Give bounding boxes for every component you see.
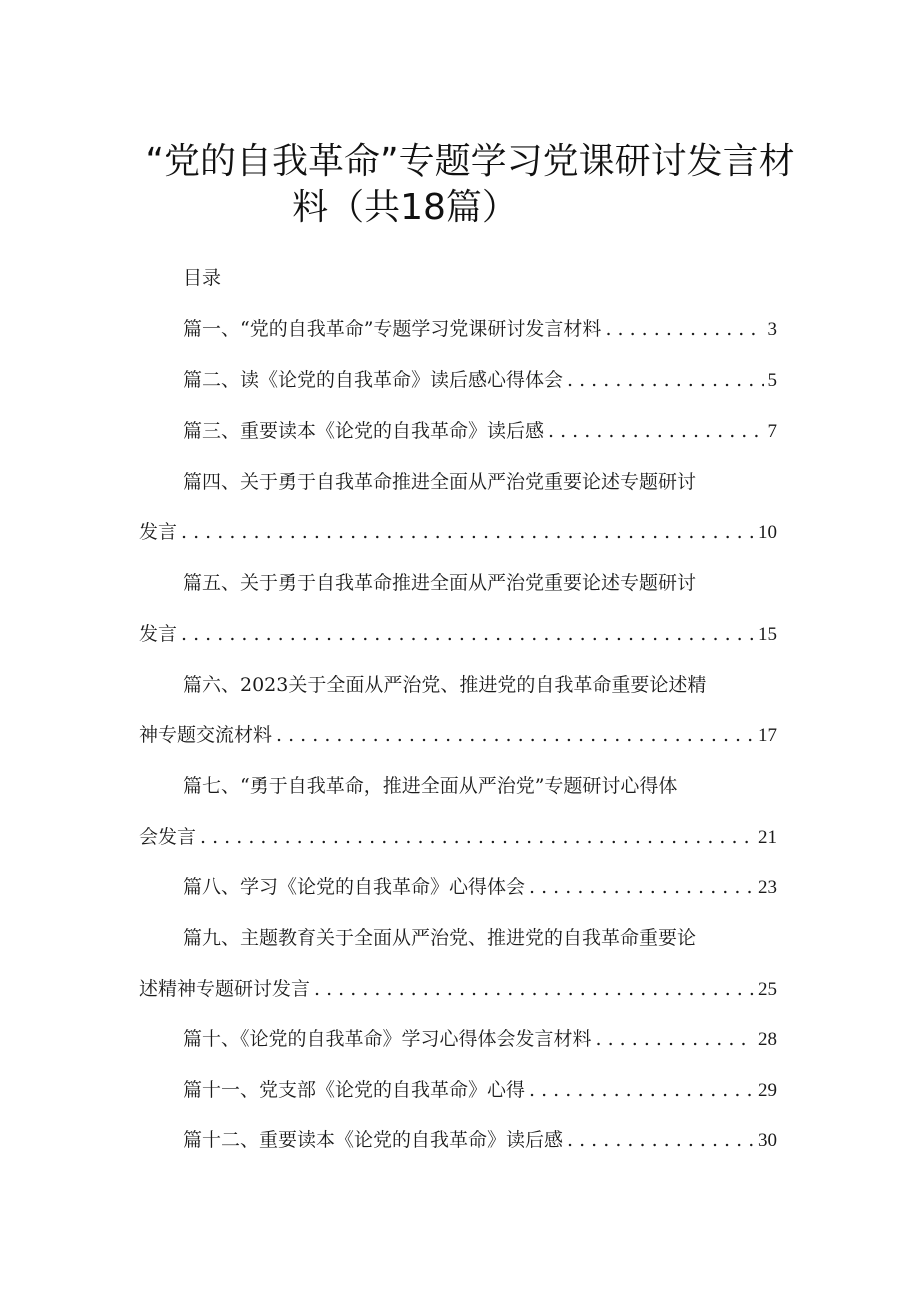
toc-entry-text: 篇二、读《论党的自我革命》读后感心得体会 bbox=[183, 369, 564, 391]
toc-entry[interactable] bbox=[139, 619, 777, 649]
toc-entry-text: 篇十二、重要读本《论党的自我革命》读后感 bbox=[183, 1129, 564, 1151]
toc-entry-text: 篇八、学习《论党的自我革命》心得体会 bbox=[183, 876, 526, 898]
toc-entry-page: 28 bbox=[758, 1029, 777, 1050]
toc-leader-dots bbox=[567, 1125, 754, 1155]
toc-entry-page: 5 bbox=[767, 370, 777, 391]
toc-entry-page: 7 bbox=[767, 421, 777, 442]
toc-leader-dots bbox=[596, 1024, 754, 1054]
toc-heading: 目录 bbox=[183, 267, 222, 289]
document-title-line1: “党的自我革命”专题学习党课研讨发言材 bbox=[145, 141, 795, 182]
toc-entry-text: 篇一、“党的自我革命”专题学习党课研讨发言材料 bbox=[183, 318, 602, 340]
toc-entry-text: 篇十一、党支部《论党的自我革命》心得 bbox=[183, 1079, 526, 1101]
toc-entry-page: 15 bbox=[758, 624, 777, 645]
toc-leader-dots bbox=[181, 619, 754, 649]
toc-entry[interactable] bbox=[183, 365, 777, 395]
toc-entry-page: 21 bbox=[758, 827, 777, 848]
toc-entry-text: 神专题交流材料 bbox=[139, 724, 273, 746]
toc-entry[interactable] bbox=[183, 314, 777, 344]
toc-entry-text: 述精神专题研讨发言 bbox=[139, 978, 311, 1000]
toc-entry[interactable] bbox=[139, 974, 777, 1004]
toc-entry-text: 篇三、重要读本《论党的自我革命》读后感 bbox=[183, 420, 545, 442]
toc-entry-line1[interactable]: 篇六、2023关于全面从严治党、推进党的自我革命重要论述精 bbox=[183, 674, 707, 696]
toc-entry[interactable] bbox=[183, 416, 777, 446]
toc-entry[interactable] bbox=[139, 720, 777, 750]
toc-leader-dots bbox=[181, 517, 754, 547]
toc-entry-page: 17 bbox=[758, 725, 777, 746]
toc-entry[interactable] bbox=[139, 517, 777, 547]
toc-leader-dots bbox=[529, 1075, 754, 1105]
toc-entry-line1[interactable]: 篇五、关于勇于自我革命推进全面从严治党重要论述专题研讨 bbox=[183, 572, 697, 594]
toc-entry-text: 发言 bbox=[139, 623, 178, 645]
toc-entry-page: 25 bbox=[758, 979, 777, 1000]
toc-entry-page: 3 bbox=[767, 319, 777, 340]
toc-entry[interactable] bbox=[183, 1075, 777, 1105]
toc-entry-text: 发言 bbox=[139, 521, 178, 543]
toc-leader-dots bbox=[605, 314, 763, 344]
toc-leader-dots bbox=[548, 416, 763, 446]
toc-entry-text: 篇十、《论党的自我革命》学习心得体会发言材料 bbox=[183, 1028, 592, 1050]
toc-entry-page: 29 bbox=[758, 1080, 777, 1101]
toc-entry-line1[interactable]: 篇四、关于勇于自我革命推进全面从严治党重要论述专题研讨 bbox=[183, 471, 697, 493]
toc-entry[interactable] bbox=[183, 1024, 777, 1054]
toc-leader-dots bbox=[200, 822, 754, 852]
toc-entry[interactable] bbox=[183, 872, 777, 902]
toc-leader-dots bbox=[314, 974, 754, 1004]
toc-entry[interactable] bbox=[139, 822, 777, 852]
toc-leader-dots bbox=[567, 365, 763, 395]
toc-entry[interactable] bbox=[183, 1125, 777, 1155]
toc-entry-page: 10 bbox=[758, 522, 777, 543]
toc-leader-dots bbox=[529, 872, 754, 902]
toc-leader-dots bbox=[276, 720, 754, 750]
toc-entry-text: 会发言 bbox=[139, 826, 197, 848]
toc-entry-page: 23 bbox=[758, 877, 777, 898]
toc-entry-line1[interactable]: 篇九、主题教育关于全面从严治党、推进党的自我革命重要论 bbox=[183, 927, 697, 949]
document-title-line2: 料（共18篇） bbox=[292, 187, 518, 228]
toc-entry-line1[interactable]: 篇七、“勇于自我革命，推进全面从严治党”专题研讨心得体 bbox=[183, 775, 678, 797]
toc-entry-page: 30 bbox=[758, 1130, 777, 1151]
